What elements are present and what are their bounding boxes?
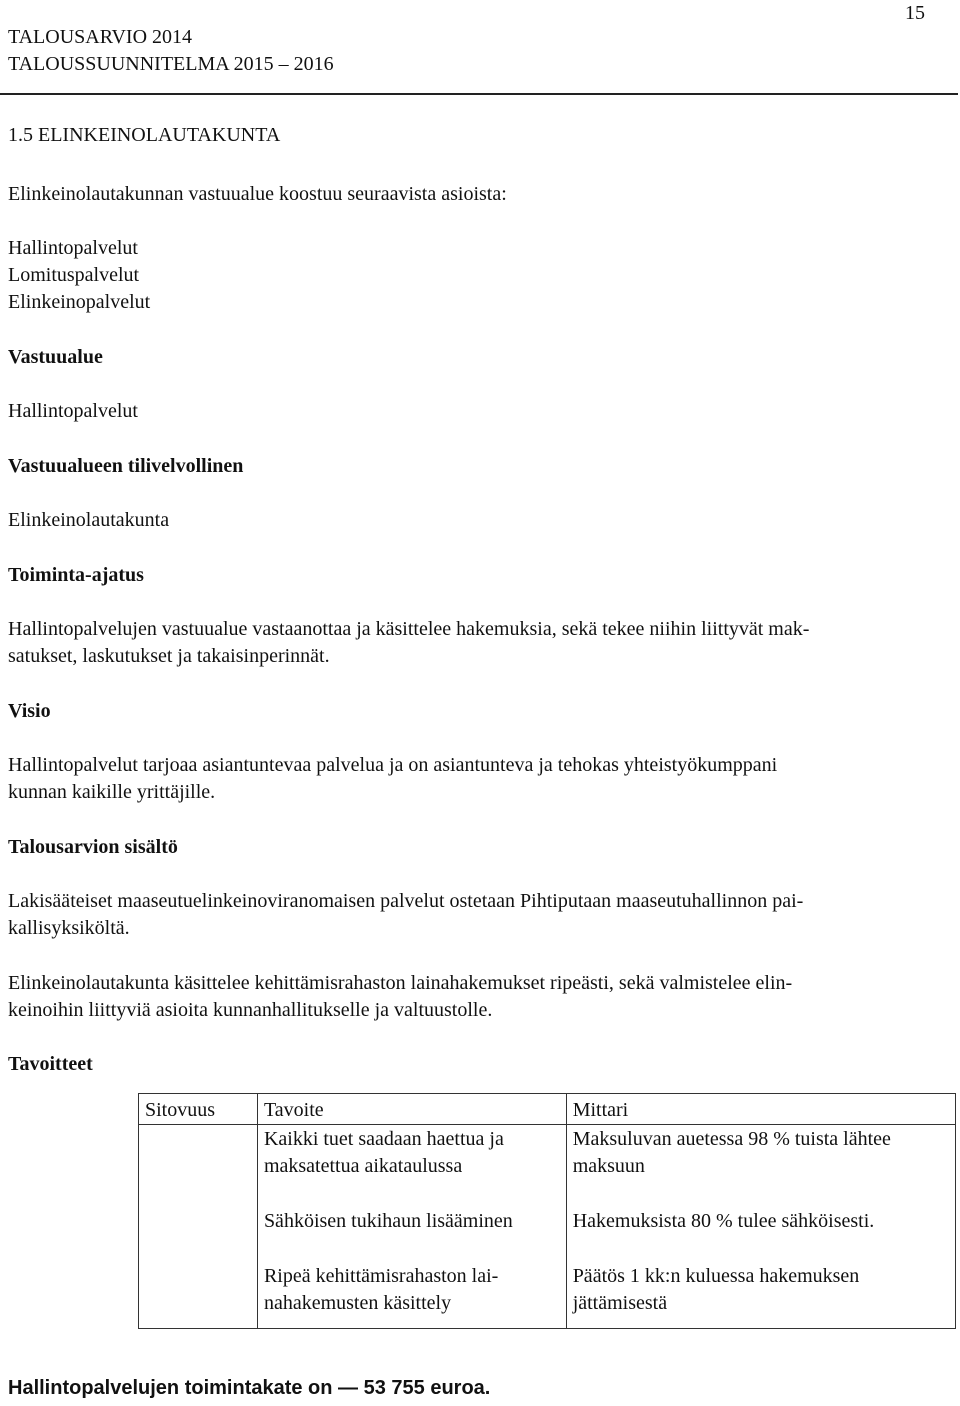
goal-line: Kaikki tuet saadaan haettua ja xyxy=(263,1128,504,1150)
column-header-binding: Sitovuus xyxy=(139,1094,258,1125)
goals-heading: Tavoitteet xyxy=(8,1053,93,1075)
metric-line: maksuun xyxy=(572,1155,645,1177)
accountable-heading: Vastuualueen tilivelvollinen xyxy=(8,455,244,477)
goal-cell xyxy=(257,1125,566,1208)
goal-cell xyxy=(257,1207,566,1262)
area-item: Lomituspalvelut xyxy=(8,264,140,286)
mission-text-line: satukset, laskutukset ja takaisinperinnät. xyxy=(8,645,330,667)
table-row xyxy=(139,1207,956,1262)
budget-paragraph-line: kallisyksiköltä. xyxy=(8,917,130,939)
goal-line: nahakemusten käsittely xyxy=(263,1292,452,1314)
page-number: 15 xyxy=(905,2,925,24)
budget-content-heading: Talousarvion sisältö xyxy=(8,836,178,858)
binding-cell xyxy=(139,1125,258,1208)
column-header-goal: Tavoite xyxy=(257,1094,566,1125)
mission-text-line: Hallintopalvelujen vastuualue vastaanottaa ja käsittelee hakemuksia, sekä tekee niihin liittyvät mak- xyxy=(8,618,810,640)
vision-text-line: Hallintopalvelut tarjoaa asiantuntevaa palvelua ja on asiantunteva ja tehokas yhteistyökumppani xyxy=(8,754,778,776)
accountable-value: Elinkeinolautakunta xyxy=(8,509,170,531)
metric-line: Maksuluvan auetessa 98 % tuista lähtee xyxy=(572,1128,891,1150)
document-subtitle: TALOUSSUUNNITELMA 2015 – 2016 xyxy=(8,53,334,75)
document-title: TALOUSARVIO 2014 xyxy=(8,26,193,48)
table-row xyxy=(139,1125,956,1208)
metric-line: Hakemuksista 80 % tulee sähköisesti. xyxy=(572,1210,875,1232)
budget-paragraph-line: Lakisääteiset maaseutuelinkeinoviranomaisen palvelut ostetaan Pihtiputaan maaseutuhallinnon pai- xyxy=(8,890,804,912)
metric-cell xyxy=(566,1262,955,1329)
vision-heading: Visio xyxy=(8,700,51,722)
area-item: Hallintopalvelut xyxy=(8,237,138,259)
metric-cell xyxy=(566,1207,955,1262)
responsibility-heading: Vastuualue xyxy=(8,346,103,368)
budget-paragraph-line: Elinkeinolautakunta käsittelee kehittämisrahaston lainahakemukset ripeästi, sekä valmistelee elin- xyxy=(8,972,793,994)
area-item: Elinkeinopalvelut xyxy=(8,291,151,313)
table-row xyxy=(139,1262,956,1329)
metric-cell xyxy=(566,1125,955,1208)
goal-line: Ripeä kehittämisrahaston lai- xyxy=(263,1265,499,1287)
header-divider xyxy=(0,93,958,95)
vision-text-line: kunnan kaikille yrittäjille. xyxy=(8,781,216,803)
responsibility-value: Hallintopalvelut xyxy=(8,400,138,422)
goal-cell xyxy=(257,1262,566,1329)
metric-line: jättämisestä xyxy=(572,1292,668,1314)
operating-margin-summary: Hallintopalvelujen toimintakate on — 53 755 euroa. xyxy=(8,1377,491,1399)
budget-paragraph-line: keinoihin liittyviä asioita kunnanhallitukselle ja valtuustolle. xyxy=(8,999,493,1021)
goals-table-header-row xyxy=(139,1094,956,1125)
section-title: 1.5 ELINKEINOLAUTAKUNTA xyxy=(8,124,281,146)
goal-line: maksatettua aikataulussa xyxy=(263,1155,463,1177)
section-intro: Elinkeinolautakunnan vastuualue koostuu seuraavista asioista: xyxy=(8,183,507,205)
binding-cell xyxy=(139,1262,258,1329)
goal-line: Sähköisen tukihaun lisääminen xyxy=(263,1210,513,1232)
column-header-metric: Mittari xyxy=(566,1094,955,1125)
binding-cell xyxy=(139,1207,258,1262)
metric-line: Päätös 1 kk:n kuluessa hakemuksen xyxy=(572,1265,860,1287)
goals-table xyxy=(138,1093,956,1329)
mission-heading: Toiminta-ajatus xyxy=(8,564,144,586)
